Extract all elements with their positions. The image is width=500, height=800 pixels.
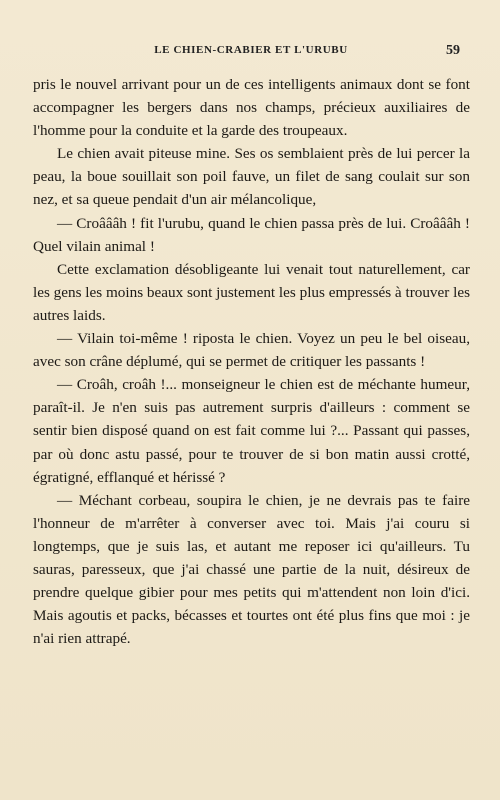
running-head	[42, 44, 460, 62]
running-title: LE CHIEN-CRABIER ET L'URUBU	[154, 44, 348, 56]
paragraph-continuation: pris le nouvel arrivant pour un de ces intelligents animaux dont se font accompagner les bergers dans nos champs, précieux auxiliaires de l'homme pour la conduite et la garde des troupeaux.	[33, 76, 470, 140]
paragraph-urubu-reply: — Croâh, croâh !... monseigneur le chien est de méchante humeur, paraît-il. Je n'en suis pas autrement surpris d'ailleurs : comment se sentir bien disposé quand on est fait comme lui ?... Passant qui passes, par où donc astu passé, pour te trouver de si bon matin aussi crotté, égratigné, efflanqué et hérissé ?	[33, 376, 470, 486]
paragraph-dog-explains: — Méchant corbeau, soupira le chien, je ne devrais pas te faire l'honneur de m'arrêter à converser avec toi. Mais j'ai couru si longtemps, que je suis las, et autant me reposer ici qu'ailleurs. Tu sauras, paresseux, que j'ai chassé une partie de la nuit, désireux de prendre quelque gibier pour mes petits qui m'attendent non loin d'ici. Mais agoutis et packs, bécasses et tourtes ont été plus fins que moi : je n'ai rien attrapé.	[33, 491, 470, 648]
paragraph-urubu-exclamation: — Croâââh ! fit l'urubu, quand le chien passa près de lui. Croâââh ! Quel vilain animal !	[33, 214, 470, 255]
page-number: 59	[446, 43, 460, 58]
paragraph-narration: Cette exclamation désobligeante lui venait tout naturellement, car les gens les moins beaux sont justement les plus empressés à trouver les autres laids.	[33, 260, 470, 324]
paragraph-dog-description: Le chien avait piteuse mine. Ses os semblaient près de lui percer la peau, la boue souillait son poil fauve, un filet de sang coulait sur son nez, et sa queue pendait d'un air mélancolique,	[33, 145, 470, 209]
paragraph-dog-reply: — Vilain toi-même ! riposta le chien. Voyez un peu le bel oiseau, avec son crâne déplumé, qui se permet de critiquer les passants !	[33, 330, 470, 371]
main-text	[33, 73, 470, 650]
